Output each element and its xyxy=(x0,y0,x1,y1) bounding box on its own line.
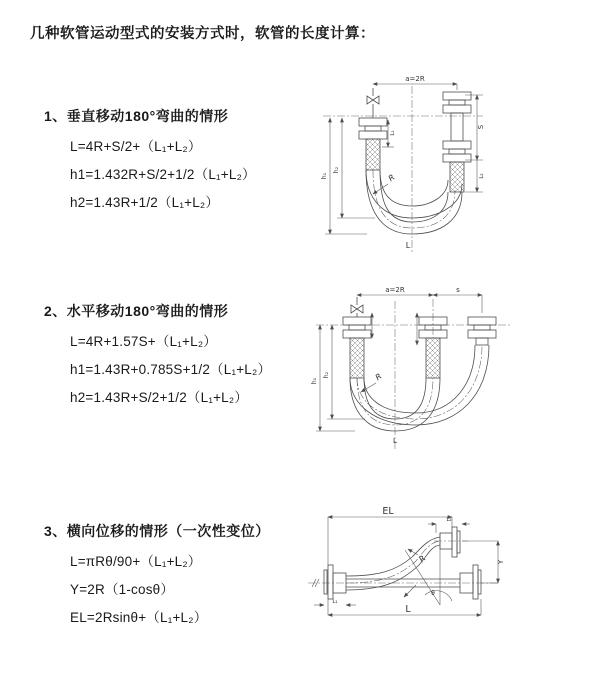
page-title: 几种软管运动型式的安装方式时，软管的长度计算： xyxy=(30,26,375,42)
dim-label-r: R xyxy=(386,172,397,184)
dim-label-l: L xyxy=(393,437,397,445)
section-2-formula-h2: h2=1.43R+S/2+1/2（L₁+L₂） xyxy=(70,390,249,405)
diagram-vertical-bend xyxy=(315,72,585,262)
diagram-horizontal-bend xyxy=(310,283,590,455)
dim-label-s: s xyxy=(456,286,460,294)
section-3-heading: 3、横向位移的情形（一次性变位） xyxy=(44,523,270,539)
hose-s-curve xyxy=(346,527,460,590)
dim-label-el: EL xyxy=(382,506,394,517)
section-vertical-movement xyxy=(44,106,324,222)
diagram-lateral-displacement xyxy=(300,505,595,645)
right-pipe-fitting xyxy=(468,317,496,345)
right-pipe-fitting xyxy=(443,92,471,192)
section-2-formula-length: L=4R+1.57S+（L₁+L₂） xyxy=(70,334,217,349)
dim-label-h2: h₂ xyxy=(323,371,330,379)
dim-label-r: R xyxy=(373,371,384,383)
dim-label-l2: L₂ xyxy=(446,517,452,523)
dimension-lines xyxy=(314,517,498,615)
section-3-formula-length: L=πRθ/90+（L₁+L₂） xyxy=(70,554,202,569)
dim-label-l: L xyxy=(405,241,411,250)
section-1-heading: 1、垂直移动180°弯曲的情形 xyxy=(44,108,229,124)
left-pipe-fitting xyxy=(343,317,371,378)
left-flange xyxy=(324,565,346,599)
valve-icon xyxy=(367,88,379,118)
dim-label-l1: L₁ xyxy=(390,130,396,136)
section-2-heading: 2、水平移动180°弯曲的情形 xyxy=(44,303,229,319)
section-3-formula-el: EL=2Rsinθ+（L₁+L₂） xyxy=(70,610,208,625)
hose-u-bend-positions xyxy=(350,345,489,431)
dim-label-y: Y xyxy=(497,559,505,565)
dim-label-l2: L₂ xyxy=(479,173,485,179)
dim-label-l: L xyxy=(405,604,411,615)
section-1-formula-h1: h1=1.432R+S/2+1/2（L₁+L₂） xyxy=(70,167,256,182)
middle-pipe-fitting xyxy=(419,317,447,378)
dim-label-h1: h₁ xyxy=(321,172,328,180)
section-2-formula-h1: h1=1.43R+0.785S+1/2（L₁+L₂） xyxy=(70,362,272,377)
section-1-formula-h2: h2=1.43R+1/2（L₁+L₂） xyxy=(70,195,220,210)
section-horizontal-movement xyxy=(44,301,324,417)
dim-label-l1: L₁ xyxy=(332,599,338,605)
dim-label-r: R xyxy=(417,553,428,565)
angle-construction xyxy=(404,533,452,605)
valve-icon xyxy=(351,297,363,317)
dimension-lines xyxy=(325,84,483,234)
dim-label-h1: h₁ xyxy=(311,377,318,385)
left-pipe-fitting xyxy=(359,118,387,170)
dimension-lines xyxy=(316,295,482,431)
dim-label-h2: h₂ xyxy=(333,166,340,174)
dim-label-a2r: a=2R xyxy=(405,75,425,83)
section-3-formula-y: Y=2R（1-cosθ） xyxy=(70,582,175,597)
section-1-formula-length: L=4R+S/2+（L₁+L₂） xyxy=(70,139,202,154)
hose-centerline-arc xyxy=(373,170,455,228)
section-lateral-displacement xyxy=(44,521,324,637)
dim-label-s: S xyxy=(477,124,485,130)
dim-label-a2r: a=2R xyxy=(385,286,405,294)
hose-u-bend xyxy=(366,170,462,234)
dim-label-theta: θ xyxy=(431,590,435,597)
